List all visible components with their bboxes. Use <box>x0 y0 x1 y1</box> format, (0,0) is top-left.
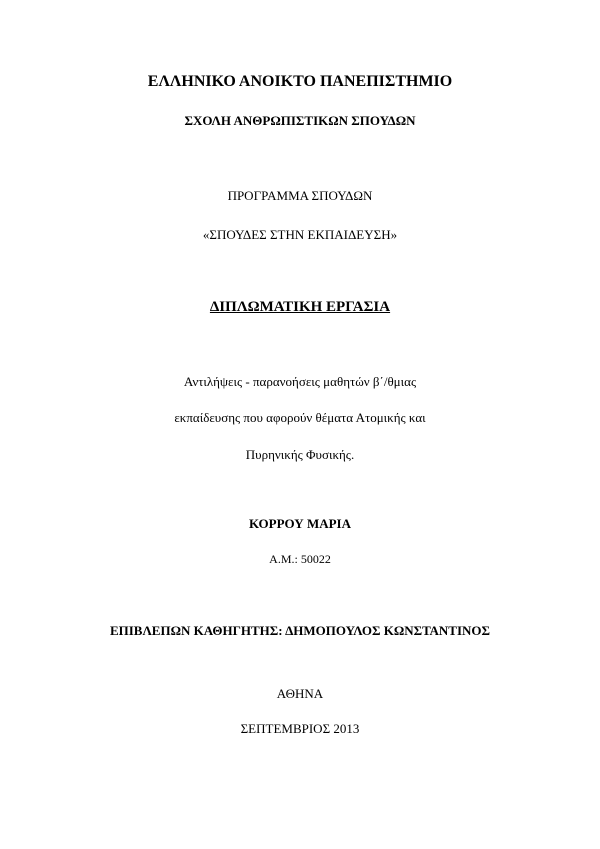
city-name: ΑΘΗΝΑ <box>276 686 324 701</box>
thesis-type-heading: ΔΙΠΛΩΜΑΤΙΚΗ ΕΡΓΑΣΙΑ <box>209 299 391 315</box>
school-name: ΣΧΟΛΗ ΑΝΘΡΩΠΙΣΤΙΚΩΝ ΣΠΟΥΔΩΝ <box>184 113 416 128</box>
university-name: ΕΛΛΗΝΙΚΟ ΑΝΟΙΚΤΟ ΠΑΝΕΠΙΣΤΗΜΙΟ <box>147 73 453 90</box>
student-id: Α.Μ.: 50022 <box>269 552 331 566</box>
thesis-title-line-1: Αντιλήψεις - παρανοήσεις μαθητών β΄/θμιας <box>183 374 417 389</box>
program-name: «ΣΠΟΥΔΕΣ ΣΤΗΝ ΕΚΠΑΙΔΕΥΣΗ» <box>202 227 398 242</box>
author-name: ΚΟΡΡΟΥ ΜΑΡΙΑ <box>248 516 351 531</box>
supervisor-line: ΕΠΙΒΛΕΠΩΝ ΚΑΘΗΓΗΤΗΣ: ΔΗΜΟΠΟΥΛΟΣ ΚΩΝΣΤΑΝΤΙΝΟΣ <box>109 623 491 638</box>
thesis-title-line-2: εκπαίδευσης που αφορούν θέματα Ατομικής και <box>174 410 426 425</box>
submission-date: ΣΕΠΤΕΜΒΡΙΟΣ 2013 <box>240 721 360 736</box>
program-label: ΠΡΟΓΡΑΜΜΑ ΣΠΟΥΔΩΝ <box>227 188 373 203</box>
thesis-title-line-3: Πυρηνικής Φυσικής. <box>245 447 355 462</box>
